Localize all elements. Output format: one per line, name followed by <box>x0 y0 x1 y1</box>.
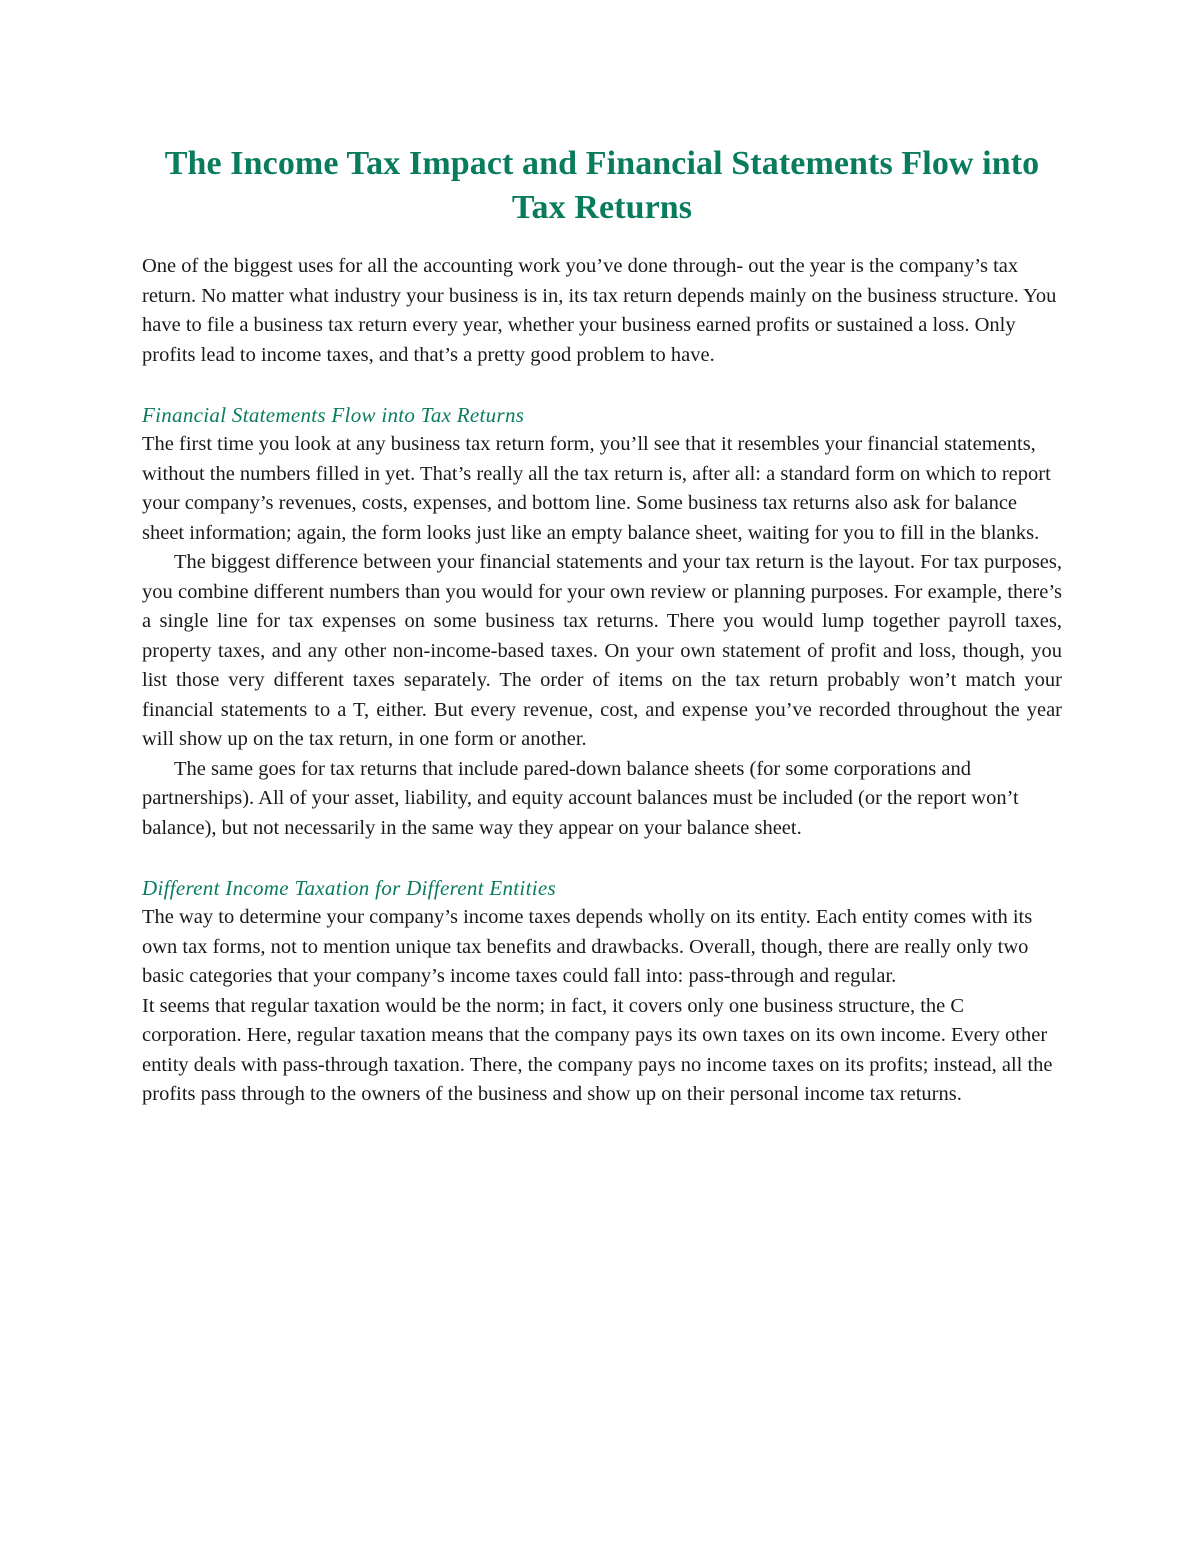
section1-paragraph-3: The same goes for tax returns that include pared-down balance sheets (for some corporations and partnerships). All of your asset, liability, and equity account balances must be included (or the report won’t balance), but not necessarily in the same way they appear on your balance sheet. <box>142 757 1019 839</box>
title-line-2: Tax Returns <box>511 189 693 226</box>
section1-paragraph-2: The biggest difference between your financial statements and your tax return is the layout. For tax purposes, you combine different numbers than you would for your own review or planning purposes. For example, there’s a single line for tax expenses on some business tax returns. There you would lump together payroll taxes, property taxes, and any other non-income-based taxes. On your own statement of profit and loss, though, you list those very different taxes separately. The order of items on the tax return probably won’t match your financial statements to a T, either. But every revenue, cost, and expense you’ve recorded throughout the year will show up on the tax return, in one form or another. <box>142 551 1062 750</box>
title-line-1: The Income Tax Impact and Financial Statements Flow into <box>164 145 1040 182</box>
intro-paragraph: One of the biggest uses for all the accounting work you’ve done through- out the year is the company’s tax return. No matter what industry your business is in, its tax return depends mainly on the business structure. You have to file a business tax return every year, whether your business earned profits or sustained a loss. Only profits lead to income taxes, and that’s a pretty good problem to have. <box>142 255 1057 366</box>
document-page <box>142 142 1062 1110</box>
section2-paragraph-2: It seems that regular taxation would be the norm; in fact, it covers only one business structure, the C corporation. Here, regular taxation means that the company pays its own taxes on its own income. Every other entity deals with pass-through taxation. There, the company pays no income taxes on its profits; instead, all the profits pass through to the owners of the business and show up on their personal income tax returns. <box>142 994 1053 1105</box>
document-title <box>142 142 1062 230</box>
section-heading-different-taxation: Different Income Taxation for Different Entities <box>142 876 556 900</box>
section1-paragraph-1: The first time you look at any business tax return form, you’ll see that it resembles your financial statements, without the numbers filled in yet. That’s really all the tax return is, after all: a standard form on which to report your company’s revenues, costs, expenses, and bottom line. Some business tax returns also ask for balance sheet information; again, the form looks just like an empty balance sheet, waiting for you to fill in the blanks. <box>142 433 1051 544</box>
section2-paragraph-1: The way to determine your company’s income taxes depends wholly on its entity. Each entity comes with its own tax forms, not to mention unique tax benefits and drawbacks. Overall, though, there are really only two basic categories that your company’s income taxes could fall into: pass-through and regular. <box>142 906 1033 987</box>
section-heading-financial-statements: Financial Statements Flow into Tax Returns <box>142 403 525 427</box>
